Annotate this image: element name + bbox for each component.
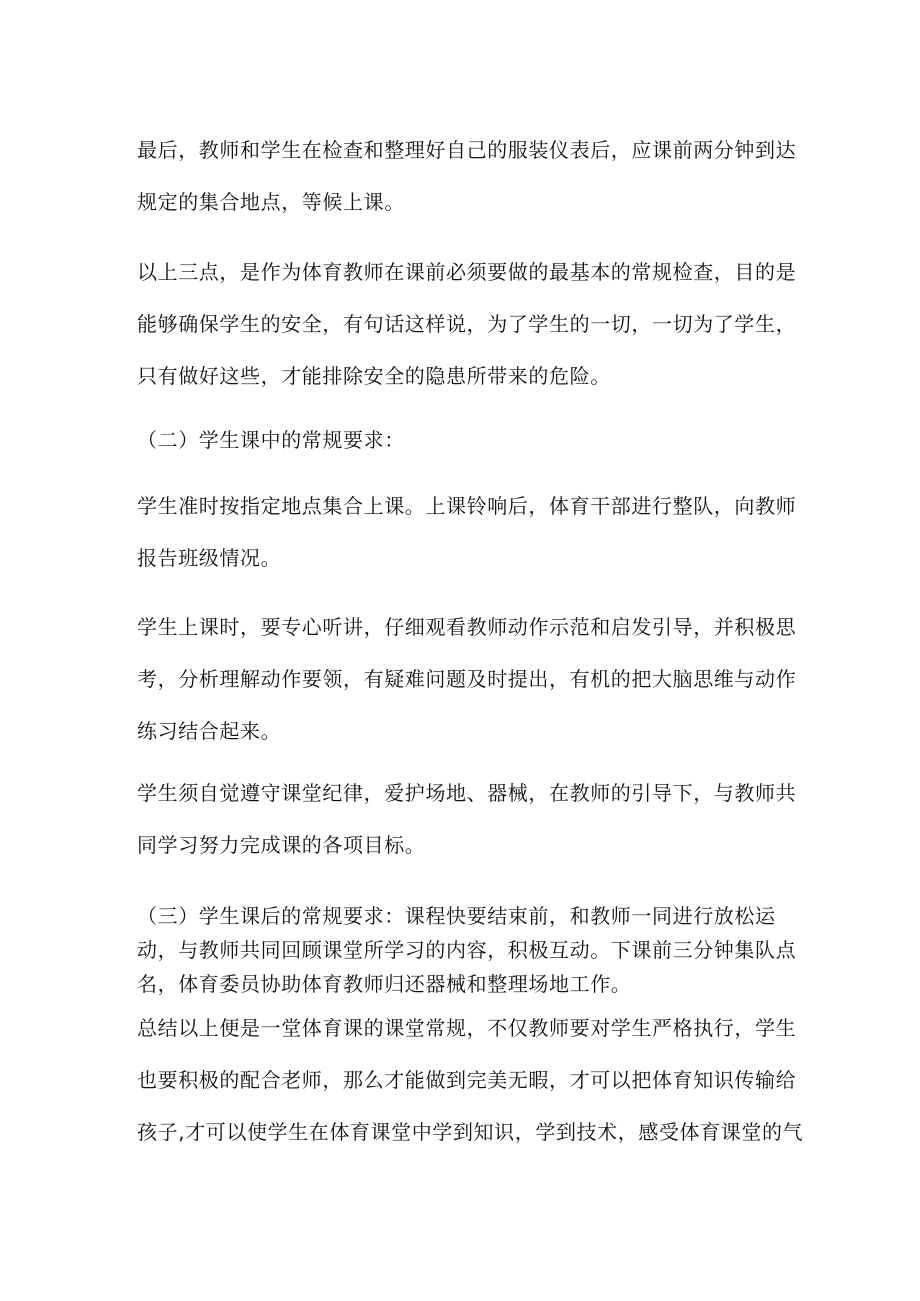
text-line: 报告班级情况。 [137,546,282,570]
paragraph-assembly [137,480,797,584]
paragraph-discipline [137,767,797,871]
text-line: 考，分析理解动作要领，有疑难问题及时提出，有机的把大脑思维与动作 [137,667,797,691]
text-line: 学生上课时，要专心听讲，仔细观看教师动作示范和启发引导，并积极思 [137,615,797,639]
text-line: （二）学生课中的常规要求： [137,428,405,452]
text-line: 最后，教师和学生在检查和整理好自己的服装仪表后，应课前两分钟到达 [137,138,797,162]
text-line: 名，体育委员协助体育教师归还器械和整理场地工作。 [137,972,632,996]
text-line: 学生须自觉遵守课堂纪律，爱护场地、器械，在教师的引导下，与教师共 [137,781,797,805]
text-line: 练习结合起来。 [137,719,282,743]
text-line: 也要积极的配合老师，那么才能做到完美无暇，才可以把体育知识传输给 [137,1068,797,1092]
paragraph-safety-summary [137,246,797,402]
paragraph-final-preparation [137,124,797,228]
text-line: 孩子,才可以使学生在体育课堂中学到知识，学到技术，感受体育课堂的气 [137,1120,804,1144]
text-line: （三）学生课后的常规要求：课程快要结束前，和教师一同进行放松运 [137,904,776,928]
paragraph-attention [137,601,797,757]
text-line: 规定的集合地点，等候上课。 [137,190,405,214]
text-line: 能够确保学生的安全，有句话这样说，为了学生的一切，一切为了学生， [137,312,797,336]
text-line: 只有做好这些，才能排除安全的隐患所带来的危险。 [137,364,611,388]
text-line: 学生准时按指定地点集合上课。上课铃响后，体育干部进行整队，向教师 [137,494,797,518]
text-line: 以上三点，是作为体育教师在课前必须要做的最基本的常规检查，目的是 [137,260,797,284]
paragraph-after-class [137,899,797,1001]
text-line: 总结以上便是一堂体育课的课堂常规，不仅教师要对学生严格执行，学生 [137,1016,797,1040]
text-line: 同学习努力完成课的各项目标。 [137,833,426,857]
section-heading-in-class [137,414,797,466]
paragraph-conclusion [137,1002,804,1158]
text-line: 动，与教师共同回顾课堂所学习的内容，积极互动。下课前三分钟集队点 [137,938,797,962]
